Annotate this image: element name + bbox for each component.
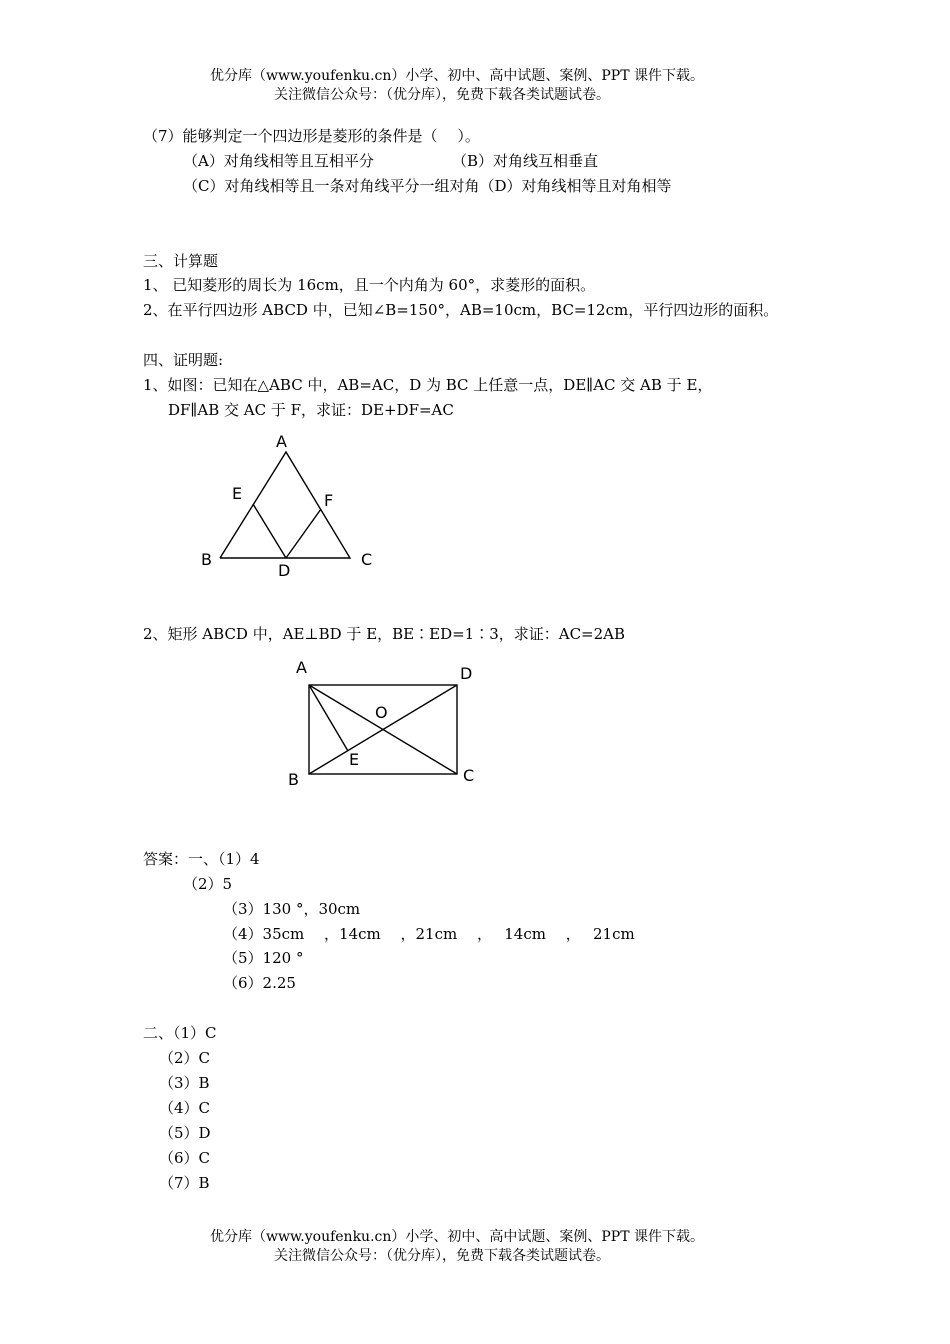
segment-df: [286, 509, 321, 558]
section-3-title: 三、计算题: [143, 252, 219, 270]
section-3-problem-2: 2、在平行四边形 ABCD 中，已知∠B=150°，AB=10cm，BC=12cm，平行四边形的面积。: [143, 301, 779, 319]
answer-item: （7）B: [159, 1174, 210, 1192]
label-d: D: [278, 561, 291, 580]
label-b: B: [201, 550, 212, 569]
label-e: E: [232, 484, 243, 503]
label-c: C: [463, 766, 475, 785]
question-7-option-cd: （C）对角线相等且一条对角线平分一组对角（D）对角线相等且对角相等: [183, 177, 672, 195]
answer-item: （6）2.25: [223, 974, 296, 992]
question-7-option-b: （B）对角线互相垂直: [452, 152, 599, 170]
question-7-stem: （7）能够判定一个四边形是菱形的条件是（ ）。: [143, 127, 480, 145]
question-7-option-a: （A）对角线相等且互相平分: [183, 152, 374, 170]
answer-item: （4）35cm ，14cm ，21cm ， 14cm ， 21cm: [223, 925, 635, 943]
label-a: A: [276, 432, 287, 451]
section-3-problem-1: 1、 已知菱形的周长为 16cm，且一个内角为 60°，求菱形的面积。: [143, 276, 596, 294]
footer-line-1: 优分库（www.youfenku.cn）小学、初中、高中试题、案例、PPT 课件下载。: [210, 1229, 705, 1245]
footer-line-2: 关注微信公众号：（优分库），免费下载各类试题试卷。: [274, 1248, 610, 1264]
header-line-2: 关注微信公众号：（优分库），免费下载各类试题试卷。: [274, 87, 610, 103]
answer-item: （4）C: [159, 1099, 211, 1117]
section-4-problem-1-line-2: DF∥AB 交 AC 于 F，求证：DE+DF=AC: [168, 401, 454, 419]
label-e: E: [349, 750, 360, 769]
answers-part-2-title: 二、（1）C: [143, 1024, 217, 1042]
triangle-figure: [190, 425, 390, 585]
header-line-1: 优分库（www.youfenku.cn）小学、初中、高中试题、案例、PPT 课件下载。: [210, 68, 705, 84]
answer-item: （5）D: [159, 1124, 211, 1142]
segment-ae: [309, 685, 348, 751]
answer-item: （2）5: [183, 875, 233, 893]
label-a: A: [296, 658, 307, 677]
label-o: O: [375, 703, 388, 722]
section-4-problem-1-line-1: 1、如图：已知在△ABC 中，AB=AC，D 为 BC 上任意一点，DE∥AC 交 AB 于 E，: [143, 376, 713, 394]
label-c: C: [361, 550, 373, 569]
label-d: D: [460, 664, 473, 683]
answer-item: （3）130 °，30cm: [223, 900, 361, 918]
answer-item: （3）B: [159, 1074, 210, 1092]
answer-item: （6）C: [159, 1149, 211, 1167]
section-4-title: 四、证明题:: [143, 351, 224, 369]
answers-title: 答案：一、（1）4: [143, 850, 260, 868]
section-4-problem-2: 2、矩形 ABCD 中，AE⊥BD 于 E，BE∶ED=1∶3，求证：AC=2AB: [143, 625, 626, 643]
label-f: F: [324, 491, 334, 510]
label-b: B: [288, 770, 299, 789]
rectangle-figure: [280, 650, 490, 795]
answer-item: （2）C: [159, 1049, 211, 1067]
segment-de: [253, 504, 286, 558]
answer-item: （5）120 °: [223, 949, 304, 967]
